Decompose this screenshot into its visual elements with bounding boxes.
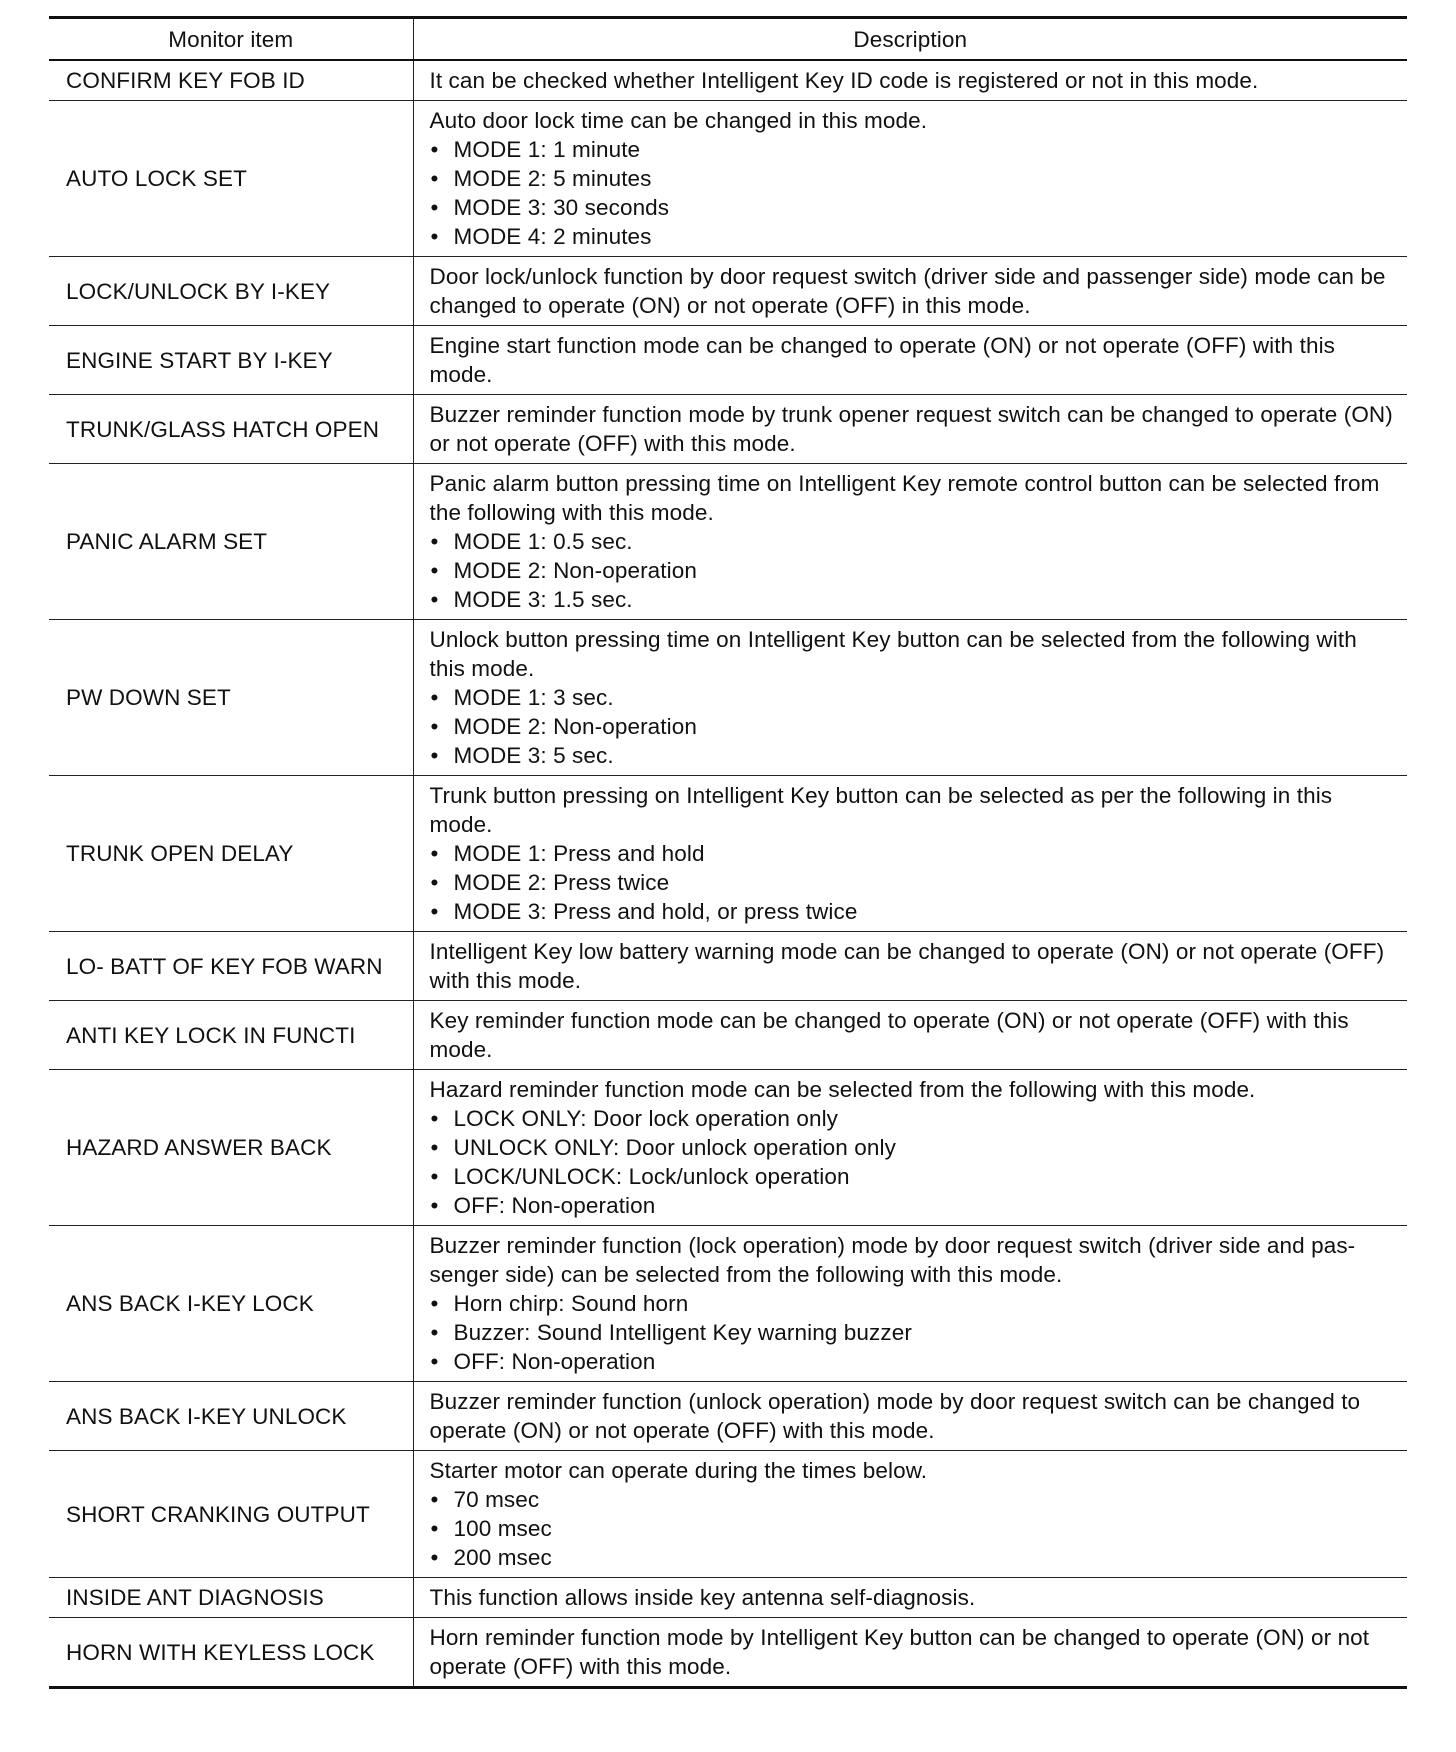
monitor-item-table bbox=[49, 16, 1407, 1689]
monitor-item-cell: PW DOWN SET bbox=[49, 620, 413, 776]
description-text: Trunk button pressing on Intelligent Key button can be selected as per the following in this mode. bbox=[429, 783, 1333, 837]
list-item bbox=[430, 741, 1398, 770]
description-text: This function allows inside key antenna self-diagnosis. bbox=[429, 1585, 976, 1610]
monitor-item-cell: CONFIRM KEY FOB ID bbox=[49, 60, 413, 101]
bullet-dot-icon: • bbox=[430, 1291, 439, 1316]
description-text: It can be checked whether Intelligent Key ID code is registered or not in this mode. bbox=[429, 68, 1259, 93]
table-row bbox=[49, 60, 1407, 101]
bullet-dot-icon: • bbox=[430, 685, 439, 710]
description-cell bbox=[413, 60, 1407, 101]
list-item bbox=[430, 683, 1398, 712]
table-header bbox=[49, 18, 1407, 61]
bullet-text: MODE 2: 5 minutes bbox=[453, 166, 652, 191]
list-item bbox=[430, 164, 1398, 193]
list-item bbox=[430, 556, 1398, 585]
monitor-item-cell: ENGINE START BY I-KEY bbox=[49, 326, 413, 395]
description-cell bbox=[413, 776, 1407, 932]
description-bullet-list bbox=[430, 135, 1398, 251]
bullet-dot-icon: • bbox=[430, 1135, 439, 1160]
bullet-text: MODE 3: 1.5 sec. bbox=[453, 587, 633, 612]
list-item bbox=[430, 712, 1398, 741]
table-row bbox=[49, 776, 1407, 932]
bullet-text: MODE 1: Press and hold bbox=[453, 841, 705, 866]
bullet-dot-icon: • bbox=[430, 529, 439, 554]
description-cell bbox=[413, 1618, 1407, 1688]
bullet-dot-icon: • bbox=[430, 714, 439, 739]
table-row bbox=[49, 395, 1407, 464]
monitor-item-cell: LOCK/UNLOCK BY I-KEY bbox=[49, 257, 413, 326]
description-cell bbox=[413, 1578, 1407, 1618]
bullet-dot-icon: • bbox=[430, 587, 439, 612]
list-item bbox=[430, 1347, 1398, 1376]
list-item bbox=[430, 1485, 1398, 1514]
bullet-text: MODE 3: 5 sec. bbox=[453, 743, 614, 768]
description-bullet-list bbox=[430, 839, 1398, 926]
bullet-text: LOCK/UNLOCK: Lock/unlock operation bbox=[453, 1164, 850, 1189]
description-text: Door lock/unlock function by door request switch (driver side and passenger side) mode can be changed to operate (ON) or not operate (OFF) in this mode. bbox=[429, 264, 1386, 318]
bullet-dot-icon: • bbox=[430, 558, 439, 583]
header-monitor-item: Monitor item bbox=[49, 18, 413, 61]
bullet-text: 200 msec bbox=[453, 1545, 552, 1570]
bullet-dot-icon: • bbox=[430, 224, 439, 249]
table-row bbox=[49, 326, 1407, 395]
bullet-text: LOCK ONLY: Door lock operation only bbox=[453, 1106, 839, 1131]
description-text: Buzzer reminder function (lock operation) mode by door request switch (driver side and pas-senger side) can be selected from the following with this mode. bbox=[429, 1233, 1356, 1287]
bullet-dot-icon: • bbox=[430, 1516, 439, 1541]
bullet-text: OFF: Non-operation bbox=[453, 1193, 656, 1218]
list-item bbox=[430, 1133, 1398, 1162]
bullet-dot-icon: • bbox=[430, 1487, 439, 1512]
description-cell bbox=[413, 1226, 1407, 1382]
monitor-item-cell: SHORT CRANKING OUTPUT bbox=[49, 1451, 413, 1578]
monitor-item-cell: ANS BACK I-KEY UNLOCK bbox=[49, 1382, 413, 1451]
bullet-dot-icon: • bbox=[430, 743, 439, 768]
description-text: Starter motor can operate during the times below. bbox=[429, 1458, 928, 1483]
description-text: Horn reminder function mode by Intelligent Key button can be changed to operate (ON) or not operate (OFF) with this mode. bbox=[429, 1625, 1370, 1679]
monitor-item-cell: HORN WITH KEYLESS LOCK bbox=[49, 1618, 413, 1688]
table-row bbox=[49, 101, 1407, 257]
bullet-text: Buzzer: Sound Intelligent Key warning buzzer bbox=[453, 1320, 912, 1345]
table-body bbox=[49, 60, 1407, 1688]
description-text: Engine start function mode can be changed to operate (ON) or not operate (OFF) with this mode. bbox=[429, 333, 1336, 387]
bullet-text: OFF: Non-operation bbox=[453, 1349, 656, 1374]
monitor-item-table-container bbox=[49, 16, 1407, 1689]
header-row bbox=[49, 18, 1407, 61]
monitor-item-cell: TRUNK/GLASS HATCH OPEN bbox=[49, 395, 413, 464]
header-description: Description bbox=[853, 26, 968, 52]
table-row bbox=[49, 1451, 1407, 1578]
list-item bbox=[430, 1543, 1398, 1572]
monitor-item-cell: TRUNK OPEN DELAY bbox=[49, 776, 413, 932]
bullet-text: MODE 4: 2 minutes bbox=[453, 224, 652, 249]
table-row bbox=[49, 464, 1407, 620]
table-row bbox=[49, 1578, 1407, 1618]
list-item bbox=[430, 1104, 1398, 1133]
bullet-dot-icon: • bbox=[430, 1320, 439, 1345]
list-item bbox=[430, 135, 1398, 164]
description-cell bbox=[413, 1001, 1407, 1070]
list-item bbox=[430, 1514, 1398, 1543]
bullet-text: MODE 3: Press and hold, or press twice bbox=[453, 899, 858, 924]
monitor-item-cell: AUTO LOCK SET bbox=[49, 101, 413, 257]
bullet-dot-icon: • bbox=[430, 841, 439, 866]
table-row bbox=[49, 1070, 1407, 1226]
description-bullet-list bbox=[430, 1104, 1398, 1220]
bullet-dot-icon: • bbox=[430, 166, 439, 191]
table-row bbox=[49, 1226, 1407, 1382]
table-row bbox=[49, 257, 1407, 326]
list-item bbox=[430, 585, 1398, 614]
bullet-text: MODE 2: Non-operation bbox=[453, 558, 697, 583]
monitor-item-cell: INSIDE ANT DIAGNOSIS bbox=[49, 1578, 413, 1618]
monitor-item-cell: PANIC ALARM SET bbox=[49, 464, 413, 620]
description-cell bbox=[413, 1070, 1407, 1226]
table-row bbox=[49, 932, 1407, 1001]
bullet-text: 100 msec bbox=[453, 1516, 552, 1541]
bullet-text: UNLOCK ONLY: Door unlock operation only bbox=[453, 1135, 896, 1160]
description-cell bbox=[413, 932, 1407, 1001]
bullet-text: 70 msec bbox=[453, 1487, 540, 1512]
table-row bbox=[49, 1382, 1407, 1451]
bullet-dot-icon: • bbox=[430, 137, 439, 162]
table-row bbox=[49, 1001, 1407, 1070]
list-item bbox=[430, 897, 1398, 926]
description-cell bbox=[413, 395, 1407, 464]
description-text: Buzzer reminder function mode by trunk opener request switch can be changed to operate (ON) or not operate (OFF) with this mode. bbox=[429, 402, 1393, 456]
description-bullet-list bbox=[430, 1485, 1398, 1572]
bullet-text: MODE 2: Press twice bbox=[453, 870, 670, 895]
description-cell bbox=[413, 464, 1407, 620]
table-row bbox=[49, 620, 1407, 776]
bullet-dot-icon: • bbox=[430, 1106, 439, 1131]
list-item bbox=[430, 1191, 1398, 1220]
bullet-dot-icon: • bbox=[430, 1349, 439, 1374]
bullet-dot-icon: • bbox=[430, 870, 439, 895]
list-item bbox=[430, 1162, 1398, 1191]
bullet-text: MODE 1: 1 minute bbox=[453, 137, 641, 162]
description-text: Key reminder function mode can be changed to operate (ON) or not operate (OFF) with this mode. bbox=[429, 1008, 1349, 1062]
list-item bbox=[430, 868, 1398, 897]
description-cell bbox=[413, 1382, 1407, 1451]
bullet-text: MODE 2: Non-operation bbox=[453, 714, 697, 739]
list-item bbox=[430, 1318, 1398, 1347]
description-bullet-list bbox=[430, 683, 1398, 770]
list-item bbox=[430, 839, 1398, 868]
bullet-text: MODE 3: 30 seconds bbox=[453, 195, 670, 220]
bullet-dot-icon: • bbox=[430, 195, 439, 220]
description-text: Auto door lock time can be changed in this mode. bbox=[429, 108, 928, 133]
list-item bbox=[430, 1289, 1398, 1318]
description-cell bbox=[413, 257, 1407, 326]
bullet-dot-icon: • bbox=[430, 1193, 439, 1218]
description-text: Buzzer reminder function (unlock operation) mode by door request switch can be changed to operate (ON) or not operate (OFF) with this mode. bbox=[429, 1389, 1361, 1443]
description-bullet-list bbox=[430, 527, 1398, 614]
list-item bbox=[430, 222, 1398, 251]
description-text: Hazard reminder function mode can be selected from the following with this mode. bbox=[429, 1077, 1256, 1102]
monitor-item-cell: HAZARD ANSWER BACK bbox=[49, 1070, 413, 1226]
table-row bbox=[49, 1618, 1407, 1688]
list-item bbox=[430, 527, 1398, 556]
list-item bbox=[430, 193, 1398, 222]
description-bullet-list bbox=[430, 1289, 1398, 1376]
bullet-text: Horn chirp: Sound horn bbox=[453, 1291, 689, 1316]
description-text: Unlock button pressing time on Intelligent Key button can be selected from the following with this mode. bbox=[429, 627, 1357, 681]
description-cell bbox=[413, 326, 1407, 395]
bullet-dot-icon: • bbox=[430, 1545, 439, 1570]
description-text: Panic alarm button pressing time on Intelligent Key remote control button can be selected from the following with this mode. bbox=[429, 471, 1380, 525]
bullet-dot-icon: • bbox=[430, 899, 439, 924]
bullet-text: MODE 1: 3 sec. bbox=[453, 685, 614, 710]
description-cell bbox=[413, 101, 1407, 257]
description-cell bbox=[413, 620, 1407, 776]
description-text: Intelligent Key low battery warning mode can be changed to operate (ON) or not operate (OFF) with this mode. bbox=[429, 939, 1385, 993]
bullet-text: MODE 1: 0.5 sec. bbox=[453, 529, 633, 554]
monitor-item-cell: ANS BACK I-KEY LOCK bbox=[49, 1226, 413, 1382]
description-cell bbox=[413, 1451, 1407, 1578]
monitor-item-cell: LO- BATT OF KEY FOB WARN bbox=[49, 932, 413, 1001]
monitor-item-cell: ANTI KEY LOCK IN FUNCTI bbox=[49, 1001, 413, 1070]
bullet-dot-icon: • bbox=[430, 1164, 439, 1189]
